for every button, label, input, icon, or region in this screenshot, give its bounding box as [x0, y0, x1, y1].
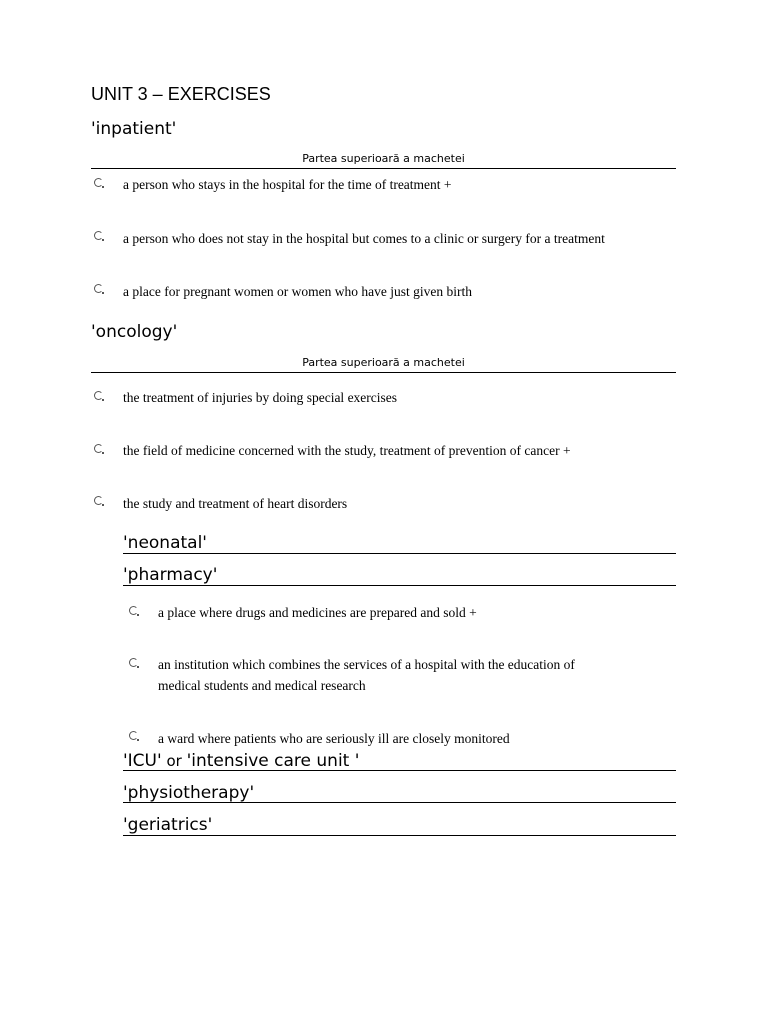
term-neonatal: 'neonatal'	[123, 533, 207, 553]
radio-button[interactable]	[94, 496, 103, 505]
option-text-continued: medical students and medical research	[158, 678, 366, 693]
term-inpatient: 'inpatient'	[91, 119, 177, 139]
form-top-label: Partea superioară a machetei	[302, 152, 465, 165]
term-icu-or: or	[161, 752, 187, 770]
divider	[123, 585, 676, 586]
option-text: a person who does not stay in the hospital but comes to a clinic or surgery for a treatment	[123, 231, 605, 246]
option-text: a ward where patients who are seriously ill are closely monitored	[158, 731, 510, 746]
term-pharmacy: 'pharmacy'	[123, 565, 218, 585]
option-text: an institution which combines the services of a hospital with the education of	[158, 657, 575, 672]
option-text: the field of medicine concerned with the study, treatment of prevention of cancer +	[123, 443, 571, 458]
term-icu-long: 'intensive care unit '	[186, 751, 360, 771]
option-text: the study and treatment of heart disorders	[123, 496, 348, 511]
term-physiotherapy: 'physiotherapy'	[123, 783, 255, 803]
term-icu	[123, 751, 359, 771]
radio-button[interactable]	[129, 658, 138, 667]
term-oncology: 'oncology'	[91, 322, 178, 342]
divider	[123, 770, 676, 771]
radio-button[interactable]	[94, 444, 103, 453]
term-icu-short: 'ICU'	[123, 751, 162, 771]
option-text: the treatment of injuries by doing special exercises	[123, 390, 398, 405]
radio-button[interactable]	[129, 606, 138, 615]
radio-button[interactable]	[94, 231, 103, 240]
radio-button[interactable]	[94, 391, 103, 400]
radio-button[interactable]	[94, 178, 103, 187]
divider	[123, 802, 676, 803]
divider	[123, 835, 676, 836]
option-text: a place where drugs and medicines are prepared and sold +	[158, 605, 477, 620]
radio-button[interactable]	[129, 731, 138, 740]
option-text: a person who stays in the hospital for the time of treatment +	[123, 177, 452, 192]
form-top-label: Partea superioară a machetei	[302, 356, 465, 369]
option-text: a place for pregnant women or women who have just given birth	[123, 284, 473, 299]
page-title: UNIT 3 – EXERCISES	[91, 84, 271, 104]
radio-button[interactable]	[94, 284, 103, 293]
divider	[91, 372, 676, 373]
divider	[91, 168, 676, 169]
term-geriatrics: 'geriatrics'	[123, 815, 213, 835]
divider	[123, 553, 676, 554]
